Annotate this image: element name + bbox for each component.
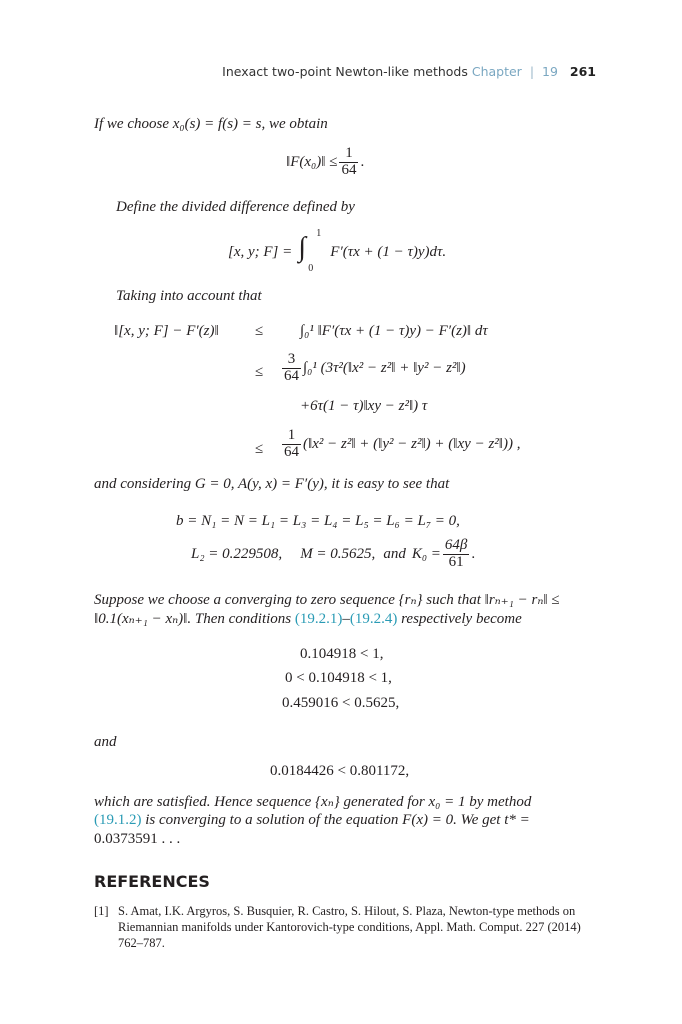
- ineq4-expression: (‖x² − z²‖ + (‖y² − z²‖) + (‖xy − z²‖)) ,: [303, 435, 521, 452]
- running-header: [222, 64, 596, 79]
- references-heading: REFERENCES: [94, 872, 210, 891]
- inequality-rel-2: ≤: [255, 364, 264, 380]
- integral-lower-limit: 0: [308, 263, 314, 274]
- running-title: Inexact two-point Newton-like methods: [222, 64, 468, 79]
- ineq4-numerator: 1: [282, 428, 301, 445]
- condition-1: 0.104918 < 1,: [300, 646, 384, 662]
- integral-upper-limit: 1: [316, 228, 322, 239]
- eq1-fraction: [339, 146, 358, 179]
- paragraph-choose-x0: If we choose x₀(s) = f(s) = s, we obtain: [94, 116, 328, 132]
- chapter-number: 19: [542, 64, 558, 79]
- equation-divided-difference: [228, 228, 446, 276]
- condition-3: 0.459016 < 0.5625,: [282, 695, 400, 711]
- eq1-numerator: 1: [339, 146, 358, 163]
- paragraph-suppose-line-2: [94, 609, 522, 628]
- suppose-text-b: respectively become: [401, 611, 522, 627]
- eq4-l2: L₂ = 0.229508,: [191, 545, 283, 562]
- paragraph-taking-into-account: Taking into account that: [116, 288, 262, 304]
- ineq4-fraction: [282, 428, 301, 461]
- page-number: 261: [569, 64, 596, 79]
- inequality-line-4: [280, 428, 520, 461]
- link-eq-19-2-4[interactable]: (19.2.4): [349, 611, 398, 627]
- integral-sign: ∫ 1 0: [298, 228, 322, 274]
- eq2-rhs: F′(τx + (1 − τ)y)dτ.: [330, 243, 447, 260]
- ineq2-fraction: [282, 352, 301, 385]
- equation-constants-values: [191, 538, 475, 571]
- ineq2-denominator: 64: [284, 367, 299, 384]
- condition-4: 0.0184426 < 0.801172,: [270, 763, 410, 779]
- reference-label: [1]: [94, 904, 109, 918]
- eq1-period: .: [360, 153, 365, 170]
- eq4-fraction: [443, 538, 469, 571]
- inequality-lhs: ‖[x, y; F] − F′(z)‖: [114, 323, 219, 339]
- suppose-dash: –: [342, 611, 350, 627]
- satisfied-text-b: is converging to a solution of the equation F(x) = 0. We get t* =: [145, 812, 530, 828]
- eq4-k0: K₀ =: [411, 545, 441, 562]
- condition-2: 0 < 0.104918 < 1,: [285, 670, 392, 686]
- paragraph-considering-g: and considering G = 0, A(y, x) = F′(y), it is easy to see that: [94, 476, 450, 492]
- inequality-line-3: +6τ(1 − τ)‖xy − z²‖) τ: [300, 398, 428, 414]
- eq4-numerator: 64β: [444, 537, 468, 553]
- inequality-rel-3: ≤: [255, 441, 264, 457]
- eq1-denominator: 64: [341, 161, 357, 178]
- inequality-line-2: [280, 352, 466, 385]
- link-eq-19-1-2[interactable]: (19.1.2): [94, 812, 142, 828]
- word-and: and: [94, 734, 117, 750]
- eq4-denominator: 61: [448, 553, 464, 570]
- suppose-text-a: ‖0.1(xₙ₊₁ − xₙ)‖. Then conditions: [94, 611, 292, 627]
- ineq2-numerator: 3: [282, 352, 301, 369]
- paragraph-satisfied-line-2: [94, 812, 530, 829]
- paragraph-define-divided-difference: Define the divided difference defined by: [116, 199, 355, 215]
- paragraph-suppose-line-1: Suppose we choose a converging to zero sequence {rₙ} such that ‖rₙ₊₁ − rₙ‖ ≤: [94, 592, 560, 608]
- header-separator: |: [529, 64, 535, 79]
- equation-constants-zero: b = N₁ = N = L₁ = L₃ = L₄ = L₅ = L₆ = L₇ = 0,: [176, 513, 460, 529]
- inequality-line-1: ∫₀¹ ‖F′(τx + (1 − τ)y) − F′(z)‖ dτ: [300, 323, 488, 339]
- eq1-lhs: ‖F(x₀)‖ ≤: [286, 153, 338, 170]
- eq4-m: M = 0.5625,: [300, 545, 376, 562]
- eq4-period: .: [471, 545, 476, 562]
- paragraph-satisfied-line-1: which are satisfied. Hence sequence {xₙ} generated for x₀ = 1 by method: [94, 794, 532, 810]
- ineq4-denominator: 64: [284, 443, 299, 460]
- chapter-label: Chapter: [471, 64, 522, 79]
- equation-norm-bound: [286, 146, 364, 179]
- eq2-lhs: [x, y; F] =: [228, 243, 293, 260]
- reference-text: S. Amat, I.K. Argyros, S. Busquier, R. Castro, S. Hilout, S. Plaza, Newton-type methods on Riemannian manifolds under Kantorovich-type conditions, Appl. Math. Comput. 227 (2014) 762–787.: [118, 904, 581, 950]
- link-eq-19-2-1[interactable]: (19.2.1): [294, 611, 343, 627]
- inequality-rel-1: ≤: [255, 323, 264, 339]
- reference-item: [94, 903, 592, 951]
- paragraph-satisfied-line-3: 0.0373591 . . .: [94, 831, 181, 847]
- eq4-and: and: [383, 545, 406, 562]
- ineq2-expression: ∫₀¹ (3τ²(‖x² − z²‖ + ‖y² − z²‖): [303, 359, 466, 376]
